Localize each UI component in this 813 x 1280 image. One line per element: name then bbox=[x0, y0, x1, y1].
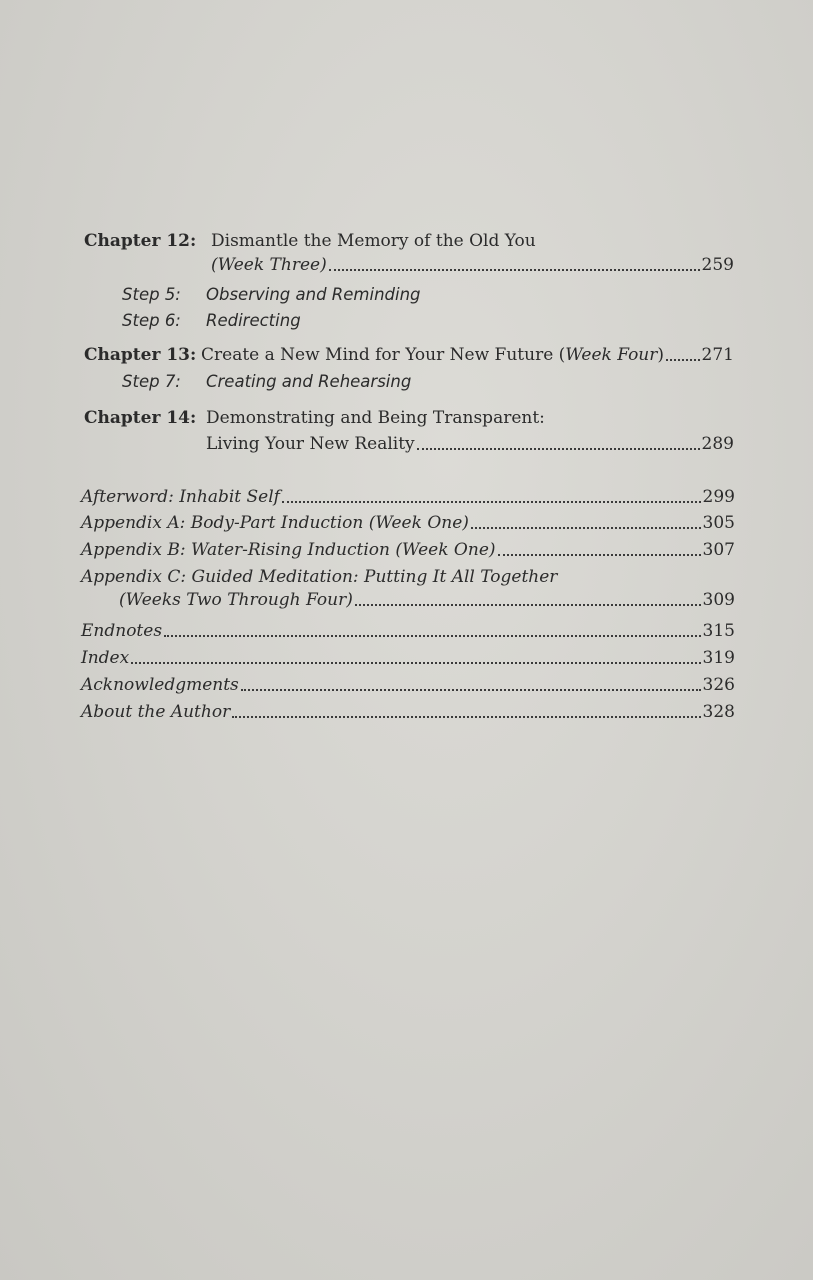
chapter-12-label: Chapter 12: bbox=[84, 231, 197, 251]
toc-entry-appendix-c[interactable]: (Weeks Two Through Four) 309 bbox=[119, 590, 735, 610]
toc-entry-afterword[interactable]: Afterword: Inhabit Self 299 bbox=[81, 487, 735, 507]
chapter-12-title: Dismantle the Memory of the Old You bbox=[211, 231, 536, 251]
dot-leader bbox=[471, 527, 701, 529]
toc-entry-acknowledgments[interactable]: Acknowledgments 326 bbox=[81, 675, 735, 695]
dot-leader bbox=[329, 269, 700, 271]
chapter-13-entry[interactable] bbox=[201, 345, 734, 365]
dot-leader bbox=[131, 662, 700, 664]
toc-entry-appendix-c-title: Appendix C: Guided Meditation: Putting It All Together bbox=[81, 567, 558, 587]
dot-leader bbox=[355, 604, 701, 606]
step-7-title[interactable]: Creating and Rehearsing bbox=[206, 372, 412, 391]
toc-entry-appendix-b[interactable]: Appendix B: Water-Rising Induction (Week One) 307 bbox=[81, 540, 735, 560]
dot-leader bbox=[164, 635, 701, 637]
chapter-13-title: Create a New Mind for Your New Future (Week Four) bbox=[201, 345, 665, 365]
dot-leader bbox=[241, 689, 701, 691]
chapter-14-label: Chapter 14: bbox=[84, 408, 197, 428]
dot-leader bbox=[282, 501, 701, 503]
step-5-title[interactable]: Observing and Reminding bbox=[206, 285, 421, 304]
chapter-14-entry[interactable] bbox=[206, 434, 734, 454]
toc-entry-index[interactable]: Index 319 bbox=[81, 648, 735, 668]
chapter-13-label: Chapter 13: bbox=[84, 345, 197, 365]
toc-entry-about-author[interactable]: About the Author 328 bbox=[81, 702, 735, 722]
chapter-12-entry[interactable] bbox=[211, 255, 734, 275]
step-6-title[interactable]: Redirecting bbox=[206, 311, 301, 330]
chapter-14-subtitle: Living Your New Reality bbox=[206, 434, 415, 454]
chapter-12-page: 259 bbox=[701, 255, 734, 275]
step-7-label: Step 7: bbox=[122, 372, 181, 391]
chapter-12-subtitle: (Week Three) bbox=[211, 255, 327, 275]
step-6-label: Step 6: bbox=[122, 311, 181, 330]
step-5-label: Step 5: bbox=[122, 285, 181, 304]
chapter-14-title: Demonstrating and Being Transparent: bbox=[206, 408, 545, 428]
dot-leader bbox=[666, 359, 700, 361]
dot-leader bbox=[498, 554, 701, 556]
chapter-13-page: 271 bbox=[701, 345, 734, 365]
dot-leader bbox=[232, 716, 700, 718]
dot-leader bbox=[417, 448, 700, 450]
toc-entry-appendix-a[interactable]: Appendix A: Body-Part Induction (Week One) 305 bbox=[81, 513, 735, 533]
toc-entry-endnotes[interactable]: Endnotes 315 bbox=[81, 621, 735, 641]
chapter-14-page: 289 bbox=[701, 434, 734, 454]
